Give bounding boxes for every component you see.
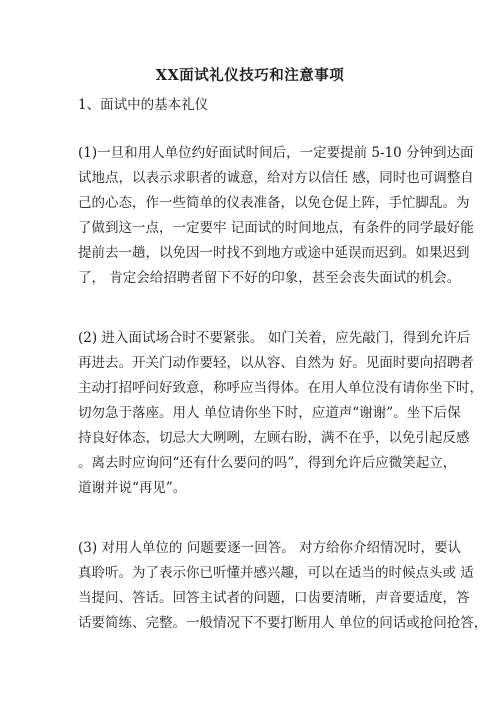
paragraph-line: (2) 进入面试场合时不要紧张。 如门关着，应先敲门，得到允许后: [78, 330, 471, 346]
paragraph-2: [78, 326, 483, 501]
section-heading: 1、面试中的基本礼仪: [78, 97, 209, 113]
paragraph-line: 了， 肯定会给招聘者留下不好的印象，甚至会丧失面试的机会。: [78, 270, 461, 286]
paragraph-line: 持良好体态，切忌大大咧咧，左顾右盼，满不在乎，以免引起反感: [78, 430, 470, 446]
paragraph-line: 提前去一趟，以免因一时找不到地方或途中延误而迟到。如果迟到: [78, 245, 470, 261]
paragraph-line: (1)一旦和用人单位约好面试时间后，一定要提前 5-10 分钟到达面: [78, 145, 474, 161]
paragraph-1: [78, 141, 474, 291]
paragraph-line: 道谢并说“再见”。: [78, 480, 187, 496]
paragraph-line: 话要简练、完整。一般情况下不要打断用人 单位的问话或抢问抢答，: [78, 615, 488, 631]
paragraph-line: 己的心态，作一些简单的仪表准备，以免仓促上阵，手忙脚乱。为: [78, 195, 470, 211]
paragraph-line: (3) 对用人单位的 问题要逐一回答。 对方给你介绍情况时，要认: [78, 540, 461, 556]
paragraph-line: 切勿急于落座。用人 单位请你坐下时，应道声“谢谢”。坐下后保: [78, 405, 461, 421]
paragraph-line: 主动打招呼问好致意，称呼应当得体。在用人单位没有请你坐下时，: [78, 380, 483, 396]
document-title: XX面试礼仪技巧和注意事项: [155, 67, 345, 84]
paragraph-line: 当提问、答话。回答主试者的问题，口齿要清晰，声音要适度，答: [78, 590, 470, 606]
paragraph-line: 。离去时应询问“还有什么要问的吗”，得到允许后应微笑起立，: [78, 455, 457, 471]
paragraph-3: [78, 536, 488, 636]
paragraph-line: 真聆听。为了表示你已听懂并感兴趣，可以在适当的时候点头或 适: [78, 565, 474, 581]
paragraph-line: 试地点，以表示求职者的诚意，给对方以信任 感，同时也可调整自: [78, 170, 474, 186]
paragraph-line: 再进去。开关门动作要轻，以从容、自然为 好。见面时要向招聘者: [78, 355, 474, 371]
paragraph-line: 了做到这一点，一定要牢 记面试的时间地点，有条件的同学最好能: [78, 220, 474, 236]
